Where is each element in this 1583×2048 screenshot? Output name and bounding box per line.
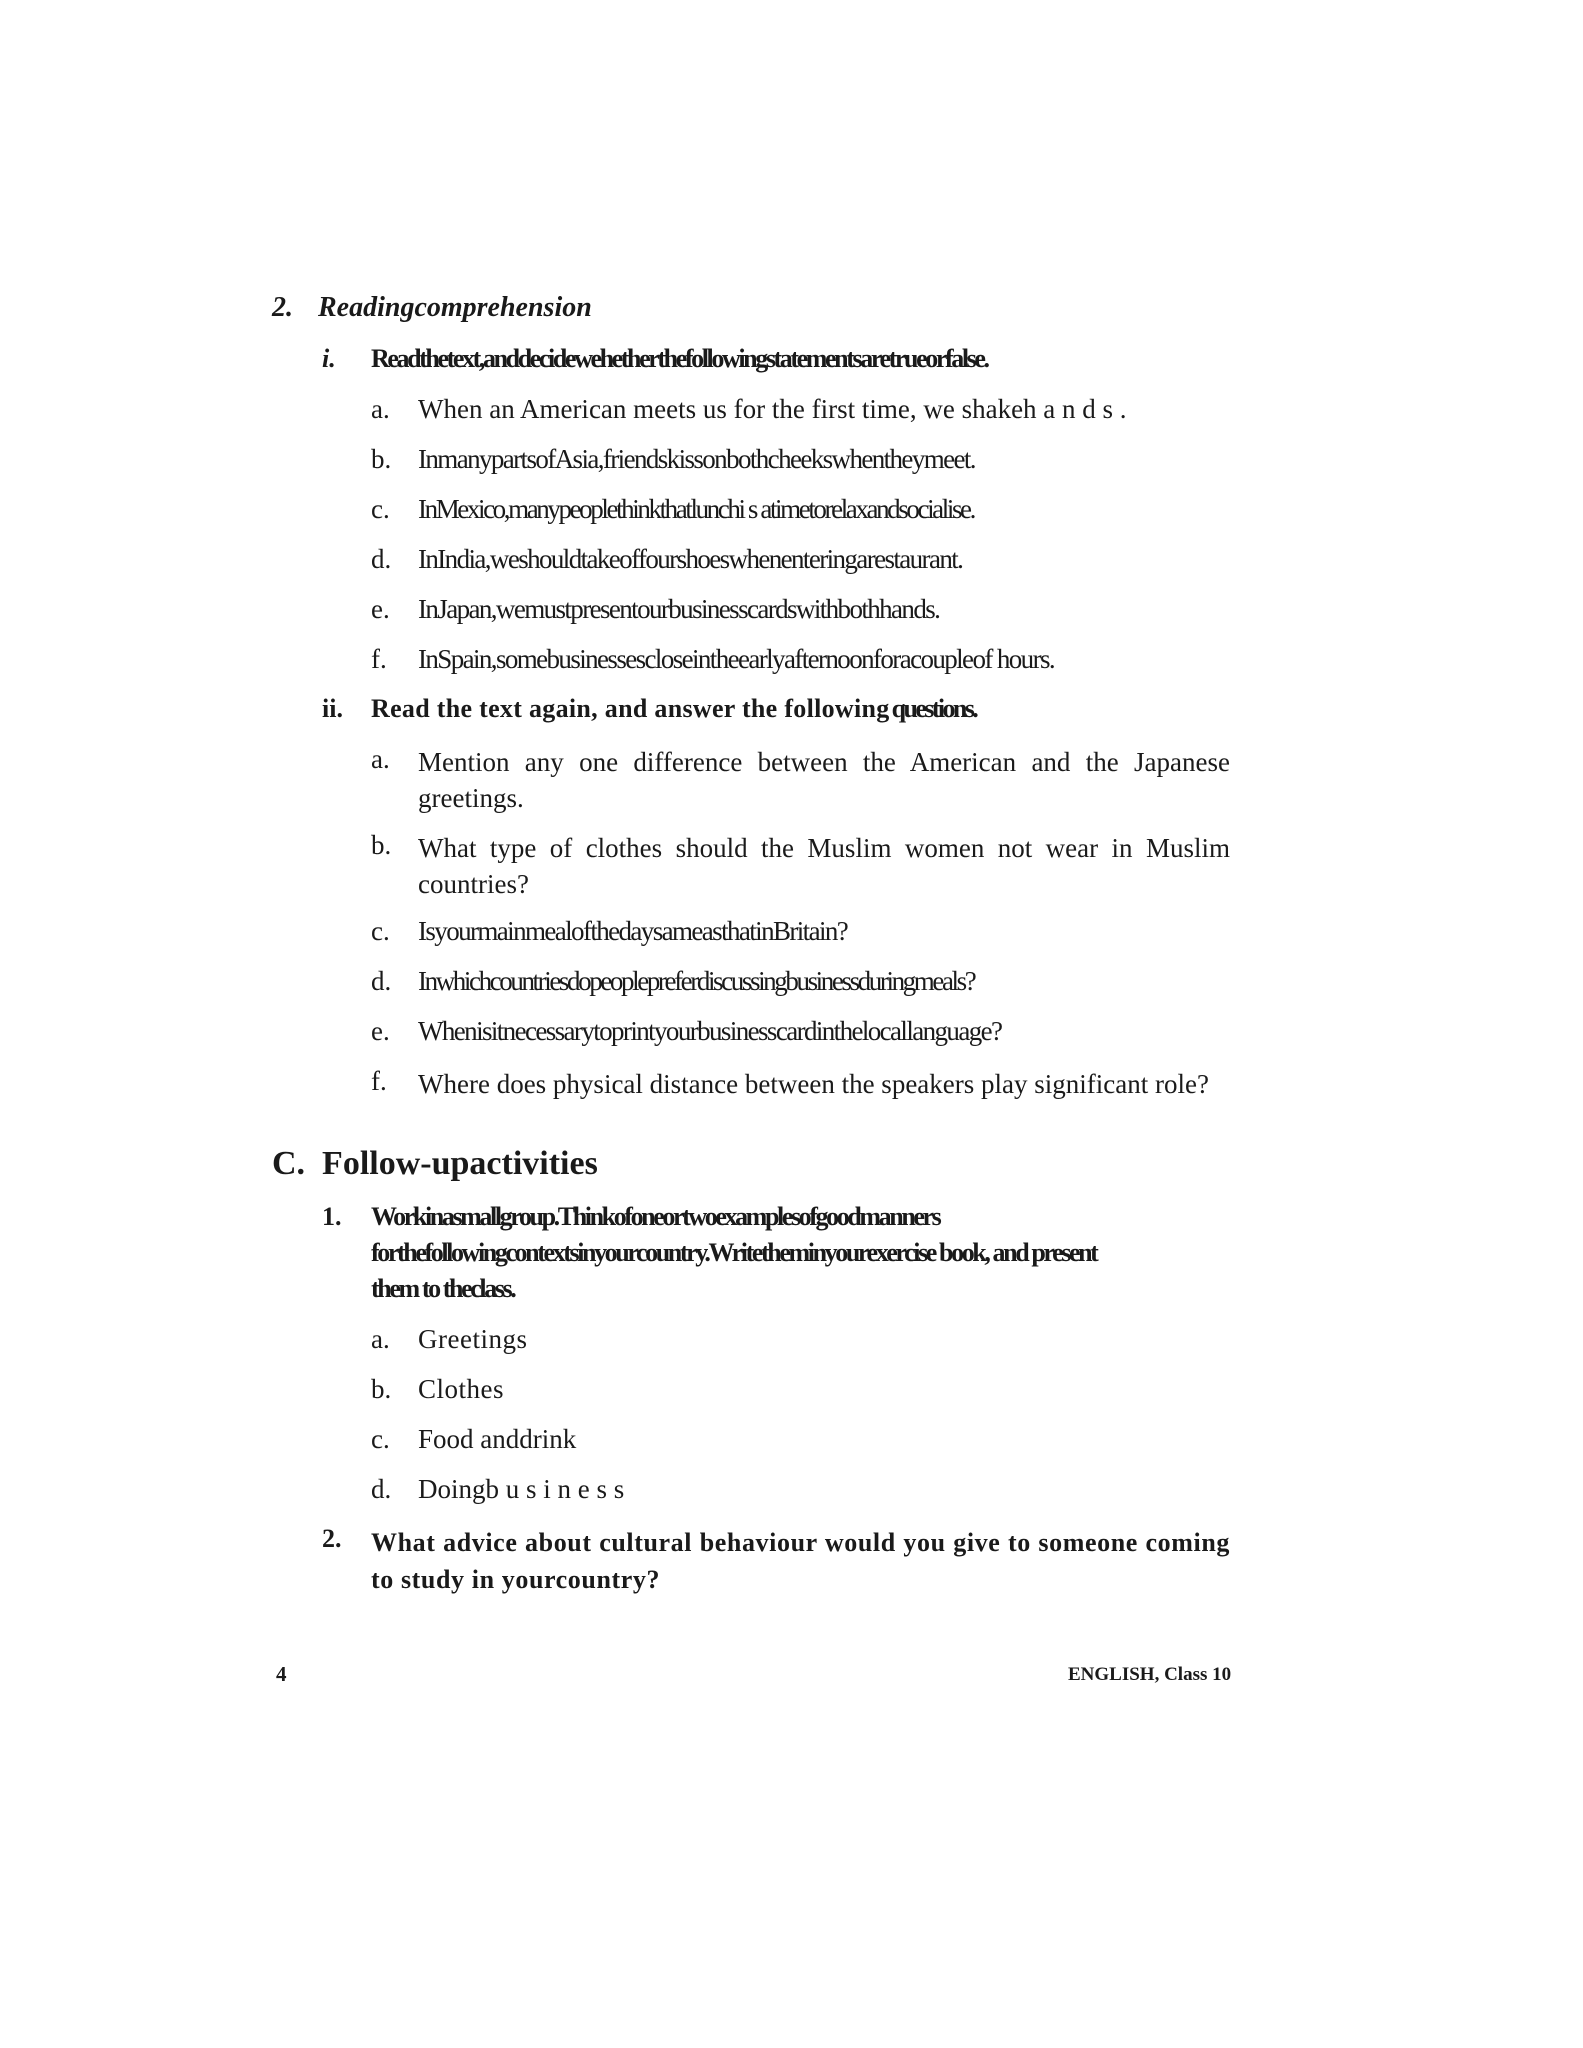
item-letter: d. [371,966,392,996]
question-b: What type of clothes should the Muslim women not wear in Muslim countries? [418,833,1230,899]
list-item [371,444,391,475]
section-c-heading: C. Follow-upactivities [272,1145,598,1182]
statement-e: InJapan,wemustpresentourbusinesscardswithbothhands. [418,594,940,624]
item-letter: d. [371,544,392,574]
part-ii-text: Read the text again, and answer the following [371,694,890,723]
list-item [371,966,391,997]
page-number: 4 [276,1662,287,1686]
part-i-text: Readthetext,anddecidewehetherthefollowingstatementsaretrueorfalse. [371,344,988,373]
activity-1-line-1: Workinasmallgroup.Thinkofoneortwoexamplesofgoodmanners [371,1202,940,1231]
section-2-number: 2. [272,292,293,323]
statement-c: InMexico,manypeoplethinkthatlunchi s atimetorelaxandsocialise. [418,494,974,524]
list-item [371,1066,387,1097]
question-f: Where does physical distance between the speakers play significant role? [418,1069,1209,1099]
item-letter: b. [371,830,392,860]
part-i-instruction [322,344,336,374]
item-letter: c. [371,494,390,524]
activity-2-text: What advice about cultural behaviour would you give to someone coming to study in yourcountry? [371,1528,1230,1594]
list-item [371,544,391,575]
statement-d: InIndia,weshouldtakeoffourshoeswhenenteringarestaurant. [418,544,963,574]
statement-b: InmanypartsofAsia,friendskissonbothcheekswhentheymeet. [418,444,975,474]
book-title: ENGLISH, Class 10 [1068,1664,1232,1685]
item-letter: a. [371,1324,390,1354]
list-item [371,644,387,675]
part-ii-instruction [371,694,976,724]
list-item [371,1374,391,1405]
activity-1-line-2: forthefollowingcontextsinyourcountry.Writetheminyourexercise book, and present [371,1238,1097,1267]
context-greetings: Greetings [418,1324,528,1354]
context-doing-business: Doingb u s i n e s s [418,1474,625,1504]
list-item [371,830,391,861]
question-e: Whenisitnecessarytoprintyourbusinesscardinthelocallanguage? [418,1016,1002,1046]
list-item [371,916,390,947]
item-letter: e. [371,594,390,624]
item-letter: f. [371,644,387,674]
item-letter: b. [371,1374,392,1404]
statement-f: InSpain,somebusinessescloseintheearlyafternoonforacoupleof hours. [418,644,1055,674]
question-d: Inwhichcountriesdopeoplepreferdiscussingbusinessduringmeals? [418,966,975,996]
list-item [371,594,390,625]
list-item [371,1424,390,1455]
question-a: Mention any one difference between the American and the Japanese greetings. [418,747,1230,813]
item-letter: e. [371,1016,390,1046]
list-item [371,394,390,425]
question-c: IsyourmainmealofthedaysameasthatinBritain? [418,916,848,946]
list-item [371,494,390,525]
context-clothes: Clothes [418,1374,505,1404]
item-letter: c. [371,1424,390,1454]
part-ii-text-end: questions. [891,694,977,723]
list-item [371,744,390,775]
part-ii-label: ii. [322,694,343,723]
statement-a: When an American meets us for the first time, we shakeh a n d s . [418,394,1127,424]
activity-2-number: 2. [322,1524,342,1553]
item-letter: f. [371,1066,387,1096]
item-letter: a. [371,394,390,424]
activity-1-line-3: them to theclass. [371,1274,515,1303]
item-letter: c. [371,916,390,946]
context-food-and-drink: Food anddrink [418,1424,577,1454]
item-letter: a. [371,744,390,774]
item-letter: d. [371,1474,392,1504]
item-letter: b. [371,444,392,474]
list-item [371,1324,390,1355]
section-2-heading [272,292,592,324]
list-item [371,1474,391,1505]
activity-1-number: 1. [322,1202,342,1231]
part-i-label: i. [322,344,336,373]
section-2-title: Readingcomprehension [318,292,592,323]
list-item [371,1016,390,1047]
